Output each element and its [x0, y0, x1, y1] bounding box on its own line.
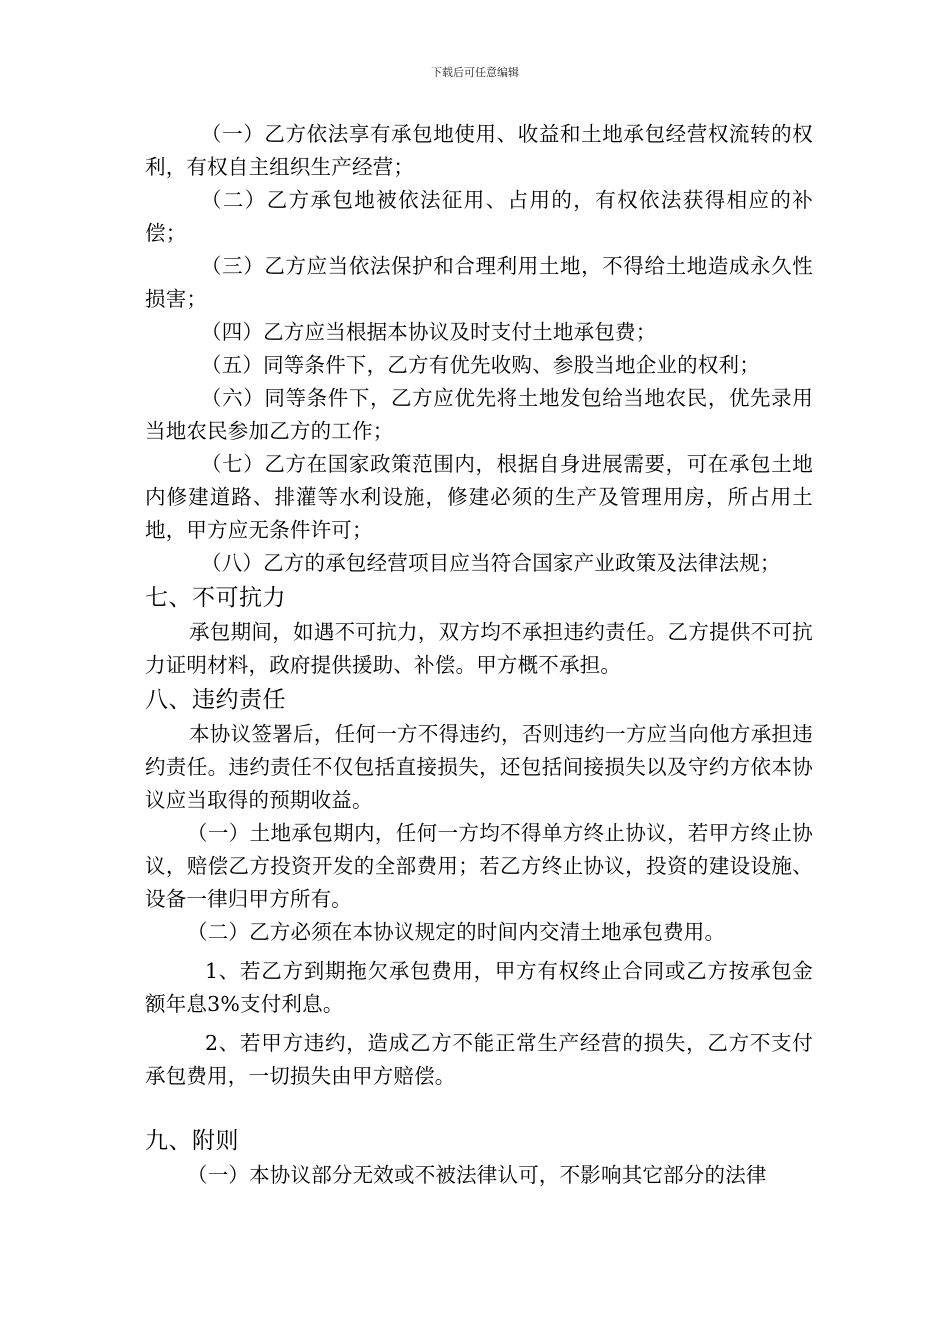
clause-paragraph: （四）乙方应当根据本协议及时支付土地承包费； [201, 320, 657, 344]
page-header: 下载后可任意编辑 [431, 66, 519, 79]
clause-paragraph: （七）乙方在国家政策范围内，根据自身进展需要，可在承包土地内修建道路、排灌等水利设施，修建必须的生产及管理用房，所占用土地，甲方应无条件许可； [145, 452, 813, 542]
document-body [145, 118, 813, 1192]
section-paragraph: 承包期间，如遇不可抗力，双方均不承担违约责任。乙方提供不可抗力证明材料，政府提供援助、补偿。甲方概不承担。 [145, 620, 813, 677]
clause-paragraph: （一）土地承包期内，任何一方均不得单方终止协议，若甲方终止协议，赔偿乙方投资开发的全部费用；若乙方终止协议，投资的建设设施、设备一律归甲方所有。 [145, 821, 813, 911]
clause-paragraph: （五）同等条件下，乙方有优先收购、参股当地企业的权利； [201, 353, 760, 377]
section-heading: 八、违约责任 [145, 687, 286, 713]
clause-paragraph: （二）乙方承包地被依法征用、占用的，有权依法获得相应的补偿； [145, 188, 813, 245]
clause-paragraph: （六）同等条件下，乙方应优先将土地发包给当地农民，优先录用当地农民参加乙方的工作； [145, 386, 813, 443]
section-heading: 九、附则 [145, 1128, 239, 1154]
clause-paragraph: 1、若乙方到期拖欠承包费用，甲方有权终止合同或乙方按承包金额年息3%支付利息。 [145, 959, 813, 1016]
clause-paragraph: （二）乙方必须在本协议规定的时间内交清土地承包费用。 [187, 920, 726, 944]
section-heading: 七、不可抗力 [145, 585, 286, 611]
clause-paragraph: 2、若甲方违约，造成乙方不能正常生产经营的损失，乙方不支付承包费用，一切损失由甲方赔偿。 [145, 1031, 813, 1088]
clause-paragraph: （三）乙方应当依法保护和合理利用土地，不得给土地造成永久性损害； [145, 254, 813, 311]
clause-paragraph: （一）本协议部分无效或不被法律认可，不影响其它部分的法律 [187, 1163, 767, 1187]
section-paragraph: 本协议签署后，任何一方不得违约，否则违约一方应当向他方承担违约责任。违约责任不仅包括直接损失，还包括间接损失以及守约方依本协议应当取得的预期收益。 [145, 722, 813, 812]
clause-paragraph: （一）乙方依法享有承包地使用、收益和土地承包经营权流转的权利，有权自主组织生产经营； [145, 122, 813, 179]
clause-paragraph: （八）乙方的承包经营项目应当符合国家产业政策及法律法规； [201, 551, 781, 575]
